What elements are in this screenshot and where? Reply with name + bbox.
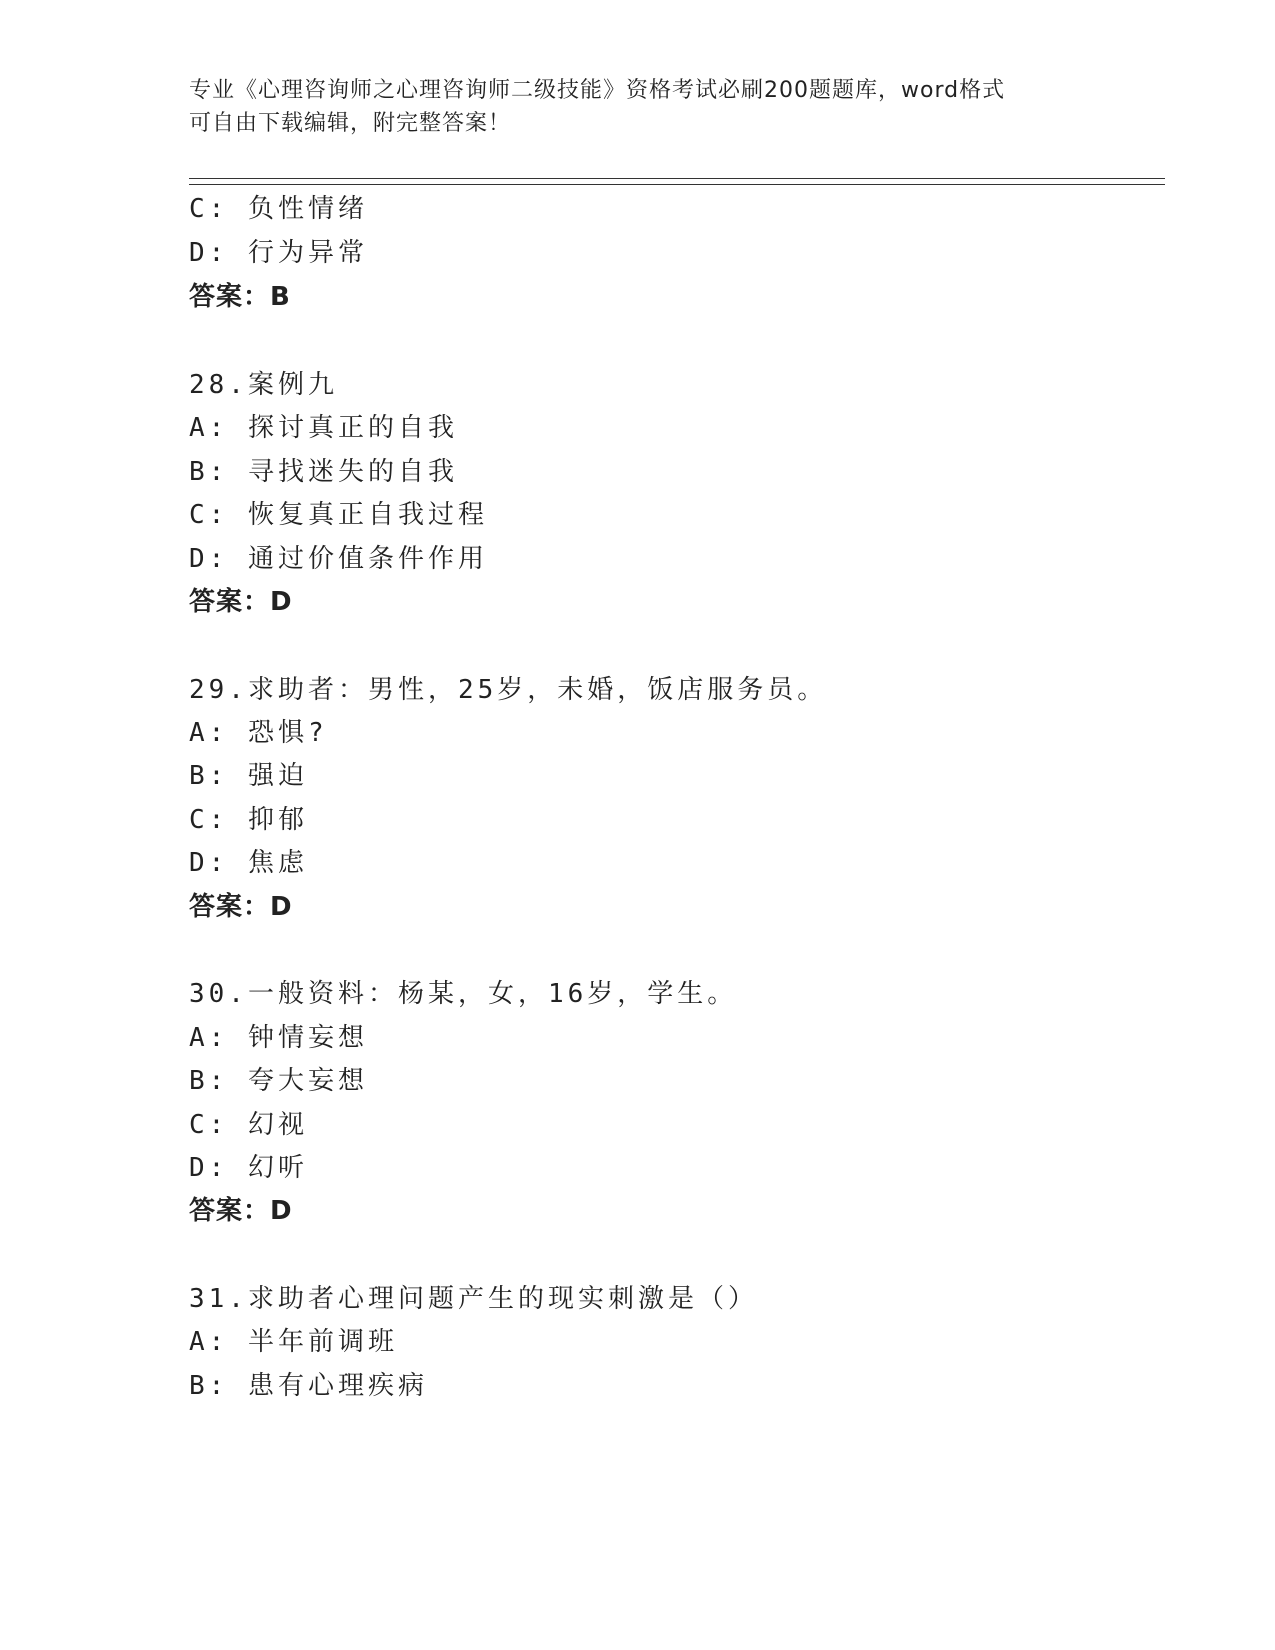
option-c-q30: C: 幻视 bbox=[189, 1110, 308, 1140]
option-a-q29: A: 恐惧? bbox=[189, 718, 328, 748]
answer-q29: 答案：D bbox=[189, 892, 293, 922]
header-divider-top bbox=[189, 178, 1165, 179]
question-30: 30.一般资料：杨某，女，16岁，学生。 bbox=[189, 979, 738, 1009]
option-c-q28: C: 恢复真正自我过程 bbox=[189, 500, 488, 530]
option-c-q27: C: 负性情绪 bbox=[189, 194, 368, 224]
option-b-q29: B: 强迫 bbox=[189, 761, 308, 791]
header-divider-bottom bbox=[189, 184, 1165, 185]
question-29: 29.求助者：男性，25岁，未婚，饭店服务员。 bbox=[189, 675, 828, 705]
option-d-q29: D: 焦虑 bbox=[189, 848, 308, 878]
answer-q27: 答案：B bbox=[189, 282, 291, 312]
answer-q28: 答案：D bbox=[189, 587, 293, 617]
option-a-q31: A: 半年前调班 bbox=[189, 1327, 398, 1357]
answer-q30: 答案：D bbox=[189, 1196, 293, 1226]
question-31: 31.求助者心理问题产生的现实刺激是（） bbox=[189, 1284, 758, 1314]
header-title-line-2: 可自由下载编辑，附完整答案！ bbox=[189, 111, 512, 136]
option-c-q29: C: 抑郁 bbox=[189, 805, 308, 835]
option-a-q28: A: 探讨真正的自我 bbox=[189, 413, 458, 443]
document-header bbox=[189, 74, 1089, 140]
option-d-q30: D: 幻听 bbox=[189, 1153, 308, 1183]
option-b-q30: B: 夸大妄想 bbox=[189, 1066, 368, 1096]
option-a-q30: A: 钟情妄想 bbox=[189, 1023, 368, 1053]
option-d-q28: D: 通过价值条件作用 bbox=[189, 544, 488, 574]
option-d-q27: D: 行为异常 bbox=[189, 238, 368, 268]
option-b-q28: B: 寻找迷失的自我 bbox=[189, 457, 458, 487]
header-title-line-1: 专业《心理咨询师之心理咨询师二级技能》资格考试必刷200题题库，word格式 bbox=[189, 78, 1006, 103]
option-b-q31: B: 患有心理疾病 bbox=[189, 1371, 428, 1401]
question-28: 28.案例九 bbox=[189, 370, 338, 400]
